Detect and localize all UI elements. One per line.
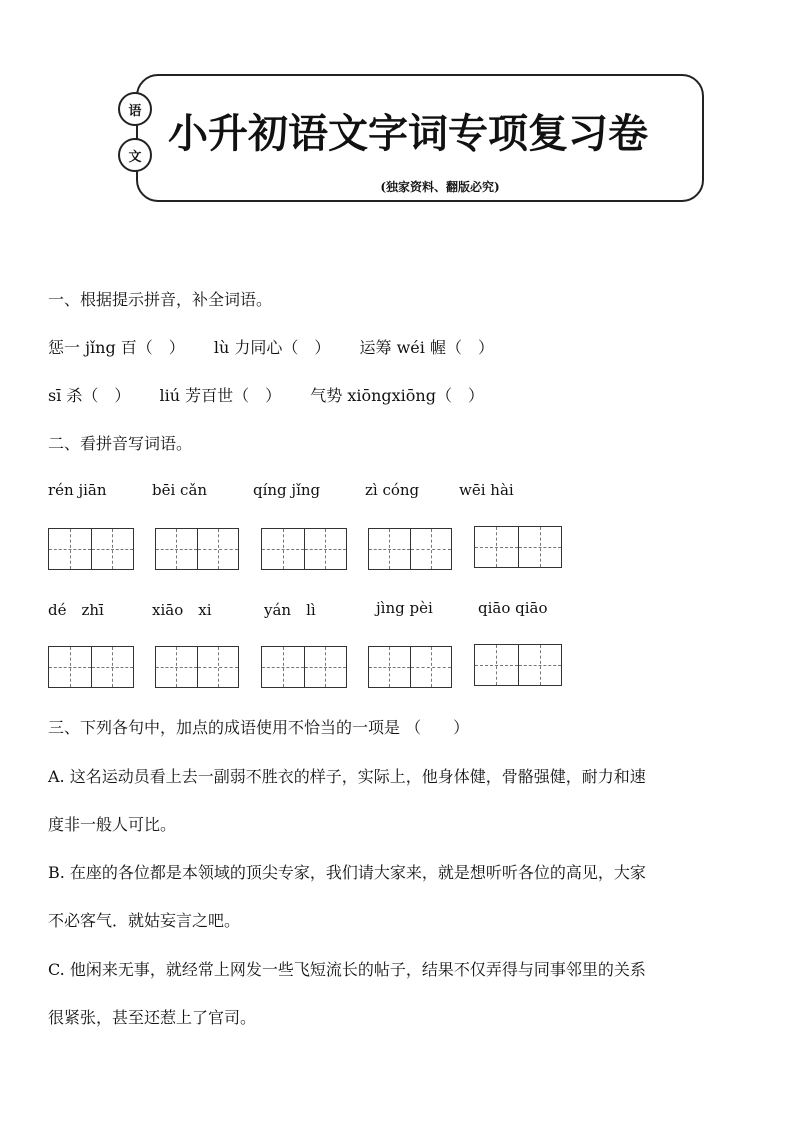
- writing-grid[interactable]: [368, 646, 452, 688]
- question-item: 运筹 wéi 幄（ ）: [359, 338, 494, 357]
- pinyin-label: dé zhī: [48, 601, 104, 619]
- section1-row1: [48, 335, 518, 358]
- writing-grid[interactable]: [155, 528, 239, 570]
- subject-badge-top: 语: [118, 92, 152, 126]
- page-subtitle: (独家资料、翻版必究): [380, 180, 500, 194]
- section1-row2: [48, 383, 508, 406]
- writing-grid[interactable]: [368, 528, 452, 570]
- option-a-line1: A. 这名运动员看上去一副弱不胜衣的样子，实际上，他身体健，骨骼强健，耐力和速: [48, 767, 646, 786]
- pinyin-label: qiāo qiāo: [478, 599, 548, 617]
- pinyin-label: rén jiān: [48, 481, 107, 499]
- question-item: sī 杀（ ）: [48, 386, 131, 405]
- option-b-line1: B. 在座的各位都是本领域的顶尖专家，我们请大家来，就是想听听各位的高见，大家: [48, 863, 646, 882]
- pinyin-label: zì cóng: [365, 481, 420, 499]
- option-a-line2: 度非一般人可比。: [48, 815, 177, 834]
- option-c-line2: 很紧张，甚至还惹上了官司。: [48, 1008, 257, 1027]
- writing-grid[interactable]: [48, 528, 134, 570]
- pinyin-label: wēi hài: [459, 481, 514, 499]
- writing-grid[interactable]: [261, 646, 347, 688]
- page-title: 小升初语文字词专项复习卷: [168, 111, 648, 157]
- option-c-line1: C. 他闲来无事，就经常上网发一些飞短流长的帖子，结果不仅弄得与同事邻里的关系: [48, 960, 646, 979]
- pinyin-label: bēi cǎn: [152, 481, 208, 499]
- pinyin-label: yán lì: [264, 601, 316, 619]
- pinyin-label: xiāo xi: [152, 601, 212, 619]
- section3-heading: 三、下列各句中，加点的成语使用不恰当的一项是 （ ）: [48, 718, 470, 737]
- writing-grid[interactable]: [261, 528, 347, 570]
- question-item: lù 力同心（ ）: [213, 338, 331, 357]
- writing-grid[interactable]: [48, 646, 134, 688]
- pinyin-label: qíng jǐng: [253, 481, 321, 499]
- writing-grid[interactable]: [155, 646, 239, 688]
- subject-badge-bottom: 文: [118, 138, 152, 172]
- writing-grid[interactable]: [474, 526, 562, 568]
- section2-heading: 二、看拼音写词语。: [48, 434, 193, 453]
- pinyin-label: jìng pèi: [376, 599, 433, 617]
- writing-grid[interactable]: [474, 644, 562, 686]
- option-b-line2: 不必客气．就姑妄言之吧。: [48, 911, 241, 930]
- question-item: 惩一 jǐng 百（ ）: [48, 338, 185, 357]
- question-item: 气势 xiōngxiōng（ ）: [310, 386, 484, 405]
- section1-heading: 一、根据提示拼音，补全词语。: [48, 290, 273, 309]
- question-item: liú 芳百世（ ）: [159, 386, 282, 405]
